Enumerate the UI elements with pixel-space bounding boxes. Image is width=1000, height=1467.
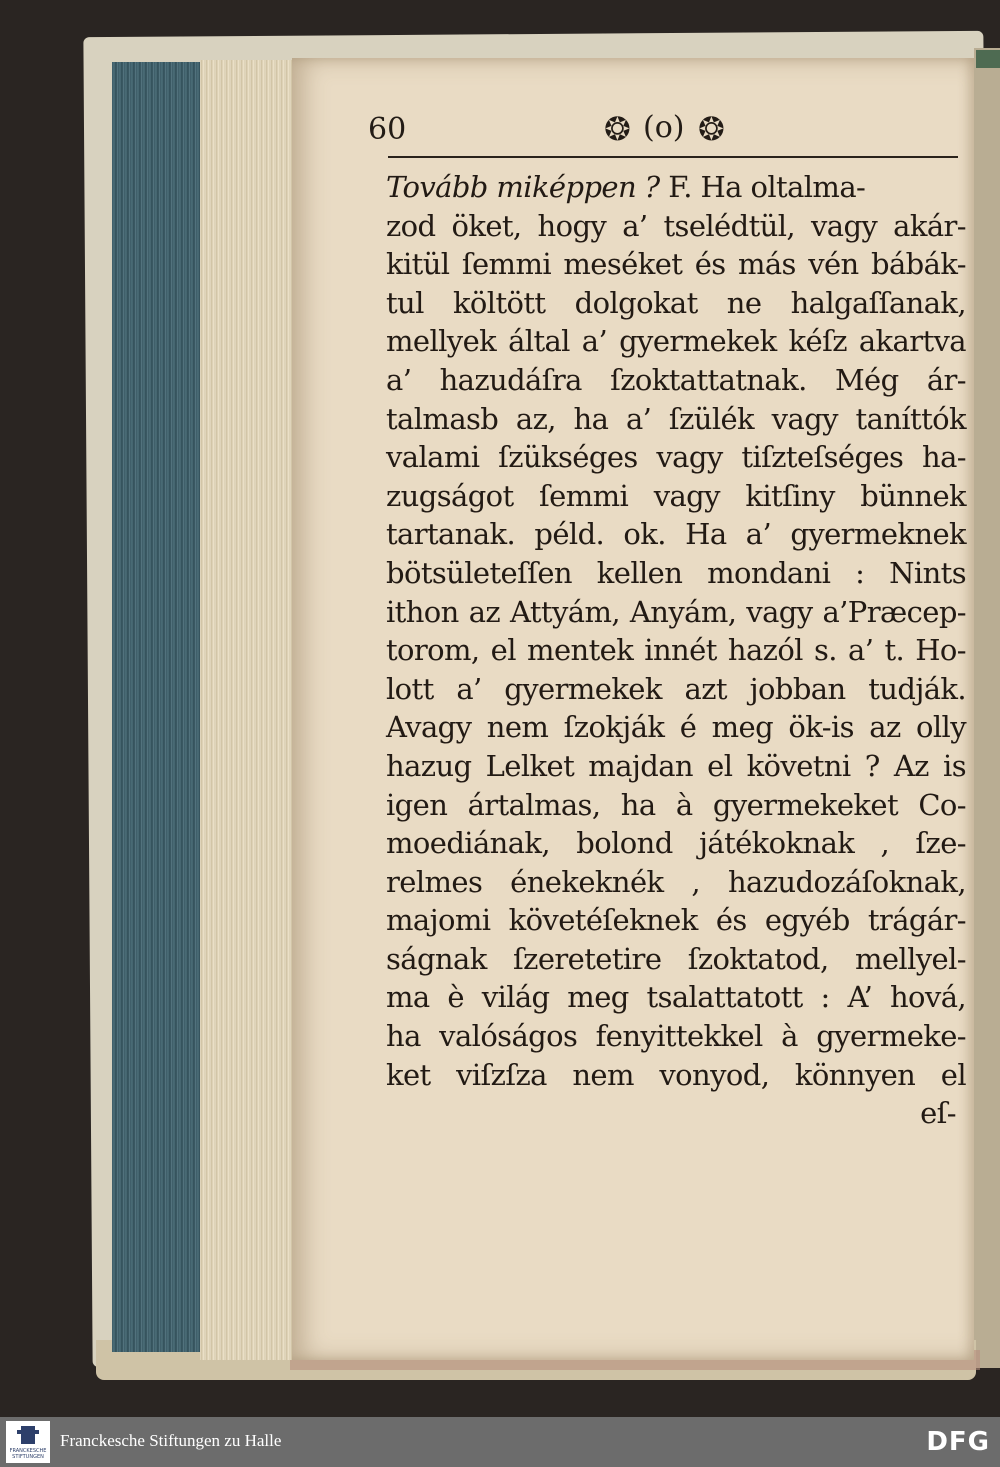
text-line — [386, 940, 966, 979]
line-text: lott a’ gyermekek azt jobban tudják. — [386, 671, 966, 706]
line-text: igen ártalmas, ha à gyermekeket Co- — [386, 787, 966, 822]
viewer-footer — [0, 1417, 1000, 1467]
logo-building-icon — [21, 1426, 35, 1444]
text-line — [386, 284, 966, 323]
page-number: 60 — [368, 112, 407, 147]
ornament-right-icon: ❂ — [698, 110, 725, 148]
text-line — [386, 1017, 966, 1056]
line-text: majomi követéſeknek és egyéb trágár- — [386, 903, 966, 938]
line-text: tartanak. péld. ok. Ha a’ gyermeknek — [386, 517, 966, 552]
text-line — [386, 477, 966, 516]
text-line — [386, 978, 966, 1017]
header-rule — [388, 156, 958, 158]
page-leaves-stack — [200, 60, 292, 1360]
right-cover-edge — [974, 48, 1000, 1368]
text-line — [386, 593, 966, 632]
text-line — [386, 901, 966, 940]
text-line — [386, 747, 966, 786]
text-line — [386, 515, 966, 554]
institution-logo — [6, 1421, 50, 1463]
ornament-middle: (o) — [643, 110, 685, 145]
line-text: moediának, bolond játékoknak , ſze- — [386, 826, 966, 861]
green-bookmark-band — [976, 50, 1000, 68]
line-text: torom, el mentek innét hazól s. a’ t. Ho- — [386, 633, 966, 668]
page-edge-block — [112, 62, 200, 1352]
line-text: ket viſzſza nem vonyod, könnyen el — [386, 1057, 966, 1092]
line-text: hazug Lelket majdan el követni ? Az is — [386, 748, 966, 783]
text-line — [386, 824, 966, 863]
line-text: talmasb az, ha a’ ſzülék vagy taníttók — [386, 401, 966, 436]
institution-name: Franckesche Stiftungen zu Halle — [60, 1431, 282, 1450]
line-text: tul költött dolgokat ne halgaſſanak, — [386, 285, 966, 320]
text-line — [386, 554, 966, 593]
line-text: mellyek által a’ gyermekek kéſz akartva — [386, 324, 966, 359]
line-text: eſ- — [920, 1096, 956, 1131]
line-text: bötsületeſſen kellen mondani : Nints — [386, 555, 966, 590]
line-text: Avagy nem ſzokják é meg ök-is az olly — [386, 710, 966, 745]
page-header — [368, 108, 958, 152]
text-line — [386, 438, 966, 477]
text-line — [386, 708, 966, 747]
text-line — [386, 168, 966, 207]
line-text: kitül ſemmi meséket és más vén bábák- — [386, 247, 966, 282]
line-text: valami ſzükséges vagy tiſzteſséges ha- — [386, 440, 966, 475]
line-text: ságnak ſzeretetire ſzoktatod, mellyel- — [386, 941, 966, 976]
line-text: ma è világ meg tsalattatott : A’ hová, — [386, 980, 966, 1015]
line-text: ha valóságos fenyittekkel à gyermeke- — [386, 1019, 966, 1054]
line-text: zugságot ſemmi vagy kitſiny bünnek — [386, 478, 966, 513]
text-line — [386, 207, 966, 246]
italic-phrase: Tovább miképpen ? — [386, 170, 660, 204]
text-line — [386, 670, 966, 709]
line-text: a’ hazudáſra ſzoktattatnak. Még ár- — [386, 362, 966, 397]
line-text: zod öket, hogy a’ tselédtül, vagy akár- — [386, 208, 966, 243]
line-text: ithon az Attyám, Anyám, vagy a’Præcep- — [386, 594, 966, 629]
text-line — [386, 400, 966, 439]
text-line — [386, 863, 966, 902]
text-line — [386, 322, 966, 361]
logo-caption: FRANCKESCHE STIFTUNGEN — [9, 1448, 47, 1460]
page-text — [386, 168, 966, 1133]
ornament-left-icon: ❂ — [604, 110, 631, 148]
line-text: relmes énekeknék , hazudozáſoknak, — [386, 864, 966, 899]
text-line — [386, 631, 966, 670]
text-line — [386, 361, 966, 400]
text-line — [386, 1094, 966, 1133]
text-line — [386, 786, 966, 825]
line-text: F. Ha oltalma- — [659, 170, 866, 204]
text-line — [386, 1056, 966, 1095]
text-line — [386, 245, 966, 284]
funder-logo: DFG — [926, 1427, 990, 1457]
